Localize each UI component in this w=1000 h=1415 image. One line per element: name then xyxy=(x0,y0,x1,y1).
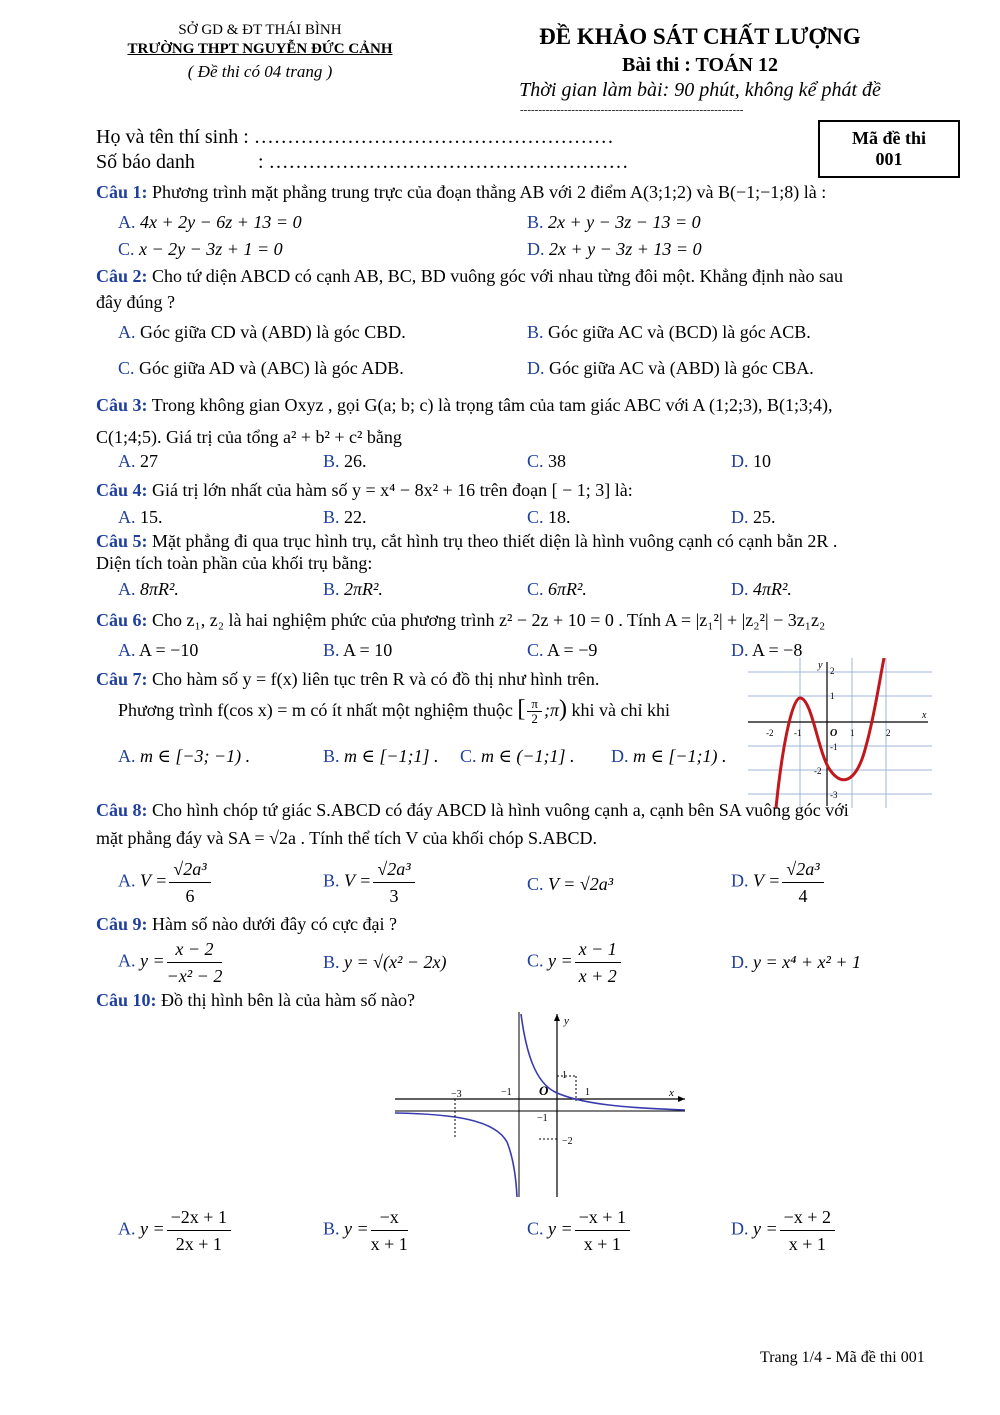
q8-option-d[interactable]: D. V = $\frac{\text{√2a³}}{4}$ xyxy=(731,856,826,909)
q3-option-c[interactable]: C. 38 xyxy=(527,451,567,471)
y-axis-label: y xyxy=(818,660,823,671)
question-text: Cho z₁, z₂ là hai nghiệm phức của phương trình z² − 2z + 10 = 0 . Tính A = |z₁²| + |z₂²| − 3z₁z₂ xyxy=(152,610,826,630)
tick-y: 1 xyxy=(830,691,835,701)
q5-option-b[interactable]: B. 2πR². xyxy=(323,579,383,599)
question-2 xyxy=(96,266,843,287)
q9-option-d[interactable]: D. y = x⁴ + x² + 1 xyxy=(731,952,862,972)
q7-option-d[interactable]: D. m ∈ [−1;1) . xyxy=(611,746,727,766)
q4-option-a[interactable]: A. 15. xyxy=(118,507,163,527)
q1-option-a[interactable]: A. 4x + 2y − 6z + 13 = 0 xyxy=(118,212,302,232)
q10-option-b[interactable]: B. y = $\frac{-x}{x + 1}$ xyxy=(323,1204,410,1257)
exam-code-label: Mã đề thi xyxy=(852,128,926,148)
q7-option-c[interactable]: C. m ∈ (−1;1] . xyxy=(460,746,575,766)
q8-option-c[interactable]: C. V = √2a³ xyxy=(527,874,614,894)
question-4 xyxy=(96,480,633,501)
question-8 xyxy=(96,800,849,821)
question-2-cont: đây đúng ? xyxy=(96,292,175,312)
q9-option-b[interactable]: B. y = √(x² − 2x) xyxy=(323,952,447,972)
question-9 xyxy=(96,914,397,935)
q1-option-d[interactable]: D. 2x + y − 3z + 13 = 0 xyxy=(527,239,702,259)
tick-x: 2 xyxy=(886,728,891,738)
candidate-id-label: Số báo danh xyxy=(96,151,195,173)
question-7-cont: Phương trình f(cos x) = m có ít nhất một nghiệm thuộc [ $\frac{\pi}{2}$ ;π) khi và chỉ khi xyxy=(118,696,670,727)
exam-title: ĐỀ KHẢO SÁT CHẤT LƯỢNG xyxy=(539,24,861,49)
question-5-cont: Diện tích toàn phần của khối trụ bằng: xyxy=(96,553,373,573)
q2-option-d[interactable]: D. Góc giữa AC và (ABD) là góc CBA. xyxy=(527,358,814,378)
grid-lines xyxy=(748,658,932,808)
department: SỞ GD & ĐT THÁI BÌNH xyxy=(178,22,342,38)
question-label: Câu 3: xyxy=(96,395,148,415)
tick-y: −1 xyxy=(537,1113,548,1124)
question-label: Câu 10: xyxy=(96,990,157,1010)
q5-option-d[interactable]: D. 4πR². xyxy=(731,579,792,599)
q6-option-a[interactable]: A. A = −10 xyxy=(118,640,199,660)
x-axis-label: x xyxy=(669,1087,674,1099)
q7-function-graph xyxy=(748,658,932,808)
candidate-name-field: Họ và tên thí sinh : ……………………………………………… xyxy=(96,126,614,148)
q6-option-c[interactable]: C. A = −9 xyxy=(527,640,598,660)
question-text: Cho hình chóp tứ giác S.ABCD có đáy ABCD là hình vuông cạnh a, cạnh bên SA vuông góc với xyxy=(152,800,849,820)
q4-option-c[interactable]: C. 18. xyxy=(527,507,571,527)
header-rule: ------------------------------------------------------------- xyxy=(520,104,744,116)
tick-y: -2 xyxy=(814,766,822,776)
q4-option-b[interactable]: B. 22. xyxy=(323,507,367,527)
q8-option-a[interactable]: A. V = $\frac{\text{√2a³}}{6}$ xyxy=(118,856,213,909)
question-6 xyxy=(96,610,825,631)
question-text: Phương trình mặt phẳng trung trực của đoạn thẳng AB với 2 điểm A(3;1;2) và B(−1;−1;8) là : xyxy=(152,182,827,202)
q10-function-graph xyxy=(395,1012,690,1197)
q5-option-c[interactable]: C. 6πR². xyxy=(527,579,587,599)
subject: Bài thi : TOÁN 12 xyxy=(622,54,778,76)
question-label: Câu 2: xyxy=(96,266,148,286)
question-label: Câu 7: xyxy=(96,669,148,689)
question-text: Cho hàm số y = f(x) liên tục trên R và có đồ thị như hình trên. xyxy=(152,669,600,689)
tick-x: 1 xyxy=(585,1087,590,1098)
q7-option-a[interactable]: A. m ∈ [−3; −1) . xyxy=(118,746,251,766)
page-footer: Trang 1/4 - Mã đề thi 001 xyxy=(760,1349,925,1366)
tick-x: 1 xyxy=(850,728,855,738)
q10-option-c[interactable]: C. y = $\frac{-x + 1}{x + 1}$ xyxy=(527,1204,632,1257)
question-3-cont: C(1;4;5). Giá trị của tổng a² + b² + c² bằng xyxy=(96,427,402,447)
q1-option-c[interactable]: C. x − 2y − 3z + 1 = 0 xyxy=(118,239,283,259)
question-label: Câu 8: xyxy=(96,800,148,820)
exam-code-value: 001 xyxy=(875,149,903,169)
q1-option-b[interactable]: B. 2x + y − 3z − 13 = 0 xyxy=(527,212,701,232)
origin-label: O xyxy=(830,728,838,739)
question-7 xyxy=(96,669,599,690)
tick-x: -1 xyxy=(794,728,802,738)
question-label: Câu 4: xyxy=(96,480,148,500)
candidate-id-dots: : ……………………………………………… xyxy=(258,151,629,173)
q10-option-a[interactable]: A. y = $\frac{-2x + 1}{2x + 1}$ xyxy=(118,1204,233,1257)
school-name: TRƯỜNG THPT NGUYỄN ĐỨC CẢNH xyxy=(127,41,393,57)
question-text: Đồ thị hình bên là của hàm số nào? xyxy=(161,990,415,1010)
q2-option-b[interactable]: B. Góc giữa AC và (BCD) là góc ACB. xyxy=(527,322,811,342)
q3-option-b[interactable]: B. 26. xyxy=(323,451,367,471)
question-text: Mặt phẳng đi qua trục hình trụ, cắt hình trụ theo thiết diện là hình vuông cạnh có cạnh bằn 2R . xyxy=(152,531,838,551)
question-10 xyxy=(96,990,415,1011)
curve-left-branch xyxy=(395,1113,517,1197)
q5-option-a[interactable]: A. 8πR². xyxy=(118,579,179,599)
q10-option-d[interactable]: D. y = $\frac{-x + 2}{x + 1}$ xyxy=(731,1204,837,1257)
q7-option-b[interactable]: B. m ∈ [−1;1] . xyxy=(323,746,439,766)
q3-option-d[interactable]: D. 10 xyxy=(731,451,771,471)
exam-code-box xyxy=(818,120,960,178)
tick-x: −1 xyxy=(501,1087,512,1098)
y-axis-label: y xyxy=(564,1015,569,1027)
tick-y: 2 xyxy=(830,666,835,676)
tick-y: -3 xyxy=(830,790,838,800)
q2-option-a[interactable]: A. Góc giữa CD và (ABD) là góc CBD. xyxy=(118,322,406,342)
question-label: Câu 1: xyxy=(96,182,148,202)
tick-y: −2 xyxy=(562,1136,573,1147)
question-text: Giá trị lớn nhất của hàm số y = x⁴ − 8x² + 16 trên đoạn [ − 1; 3] là: xyxy=(152,480,633,500)
question-8-cont: mặt phẳng đáy và SA = √2a . Tính thể tích V của khối chóp S.ABCD. xyxy=(96,828,597,848)
tick-x: -2 xyxy=(766,728,774,738)
q9-option-c[interactable]: C. y = $\frac{x - 1}{x + 2}$ xyxy=(527,936,623,989)
question-text: Hàm số nào dưới đây có cực đại ? xyxy=(152,914,397,934)
question-text: Cho tứ diện ABCD có cạnh AB, BC, BD vuông góc với nhau từng đôi một. Khẳng định nào sau xyxy=(152,266,844,286)
tick-y: 1 xyxy=(562,1070,567,1081)
time-limit: Thời gian làm bài: 90 phút, không kể phát đề xyxy=(519,79,881,101)
q6-option-b[interactable]: B. A = 10 xyxy=(323,640,393,660)
question-label: Câu 9: xyxy=(96,914,148,934)
q8-option-b[interactable]: B. V = $\frac{\text{√2a³}}{3}$ xyxy=(323,856,417,909)
pages-note: ( Đề thi có 04 trang ) xyxy=(187,62,333,81)
q6-option-d[interactable]: D. A = −8 xyxy=(731,640,803,660)
question-text: Trong không gian Oxyz , gọi G(a; b; c) là trọng tâm của tam giác ABC với A (1;2;3), B(1;3;4), xyxy=(151,395,833,415)
question-3 xyxy=(96,395,832,416)
question-5 xyxy=(96,531,837,552)
question-label: Câu 5: xyxy=(96,531,148,551)
tick-y: -1 xyxy=(830,742,838,752)
x-axis-label: x xyxy=(922,710,927,721)
q9-option-a[interactable]: A. y = $\frac{x - 2}{\text{−x² − 2}}$ xyxy=(118,936,224,989)
q3-option-a[interactable]: A. 27 xyxy=(118,451,158,471)
question-1 xyxy=(96,182,826,203)
question-label: Câu 6: xyxy=(96,610,148,630)
q2-option-c[interactable]: C. Góc giữa AD và (ABC) là góc ADB. xyxy=(118,358,404,378)
origin-label: O xyxy=(539,1083,549,1098)
q4-option-d[interactable]: D. 25. xyxy=(731,507,776,527)
tick-x: −3 xyxy=(451,1089,462,1100)
